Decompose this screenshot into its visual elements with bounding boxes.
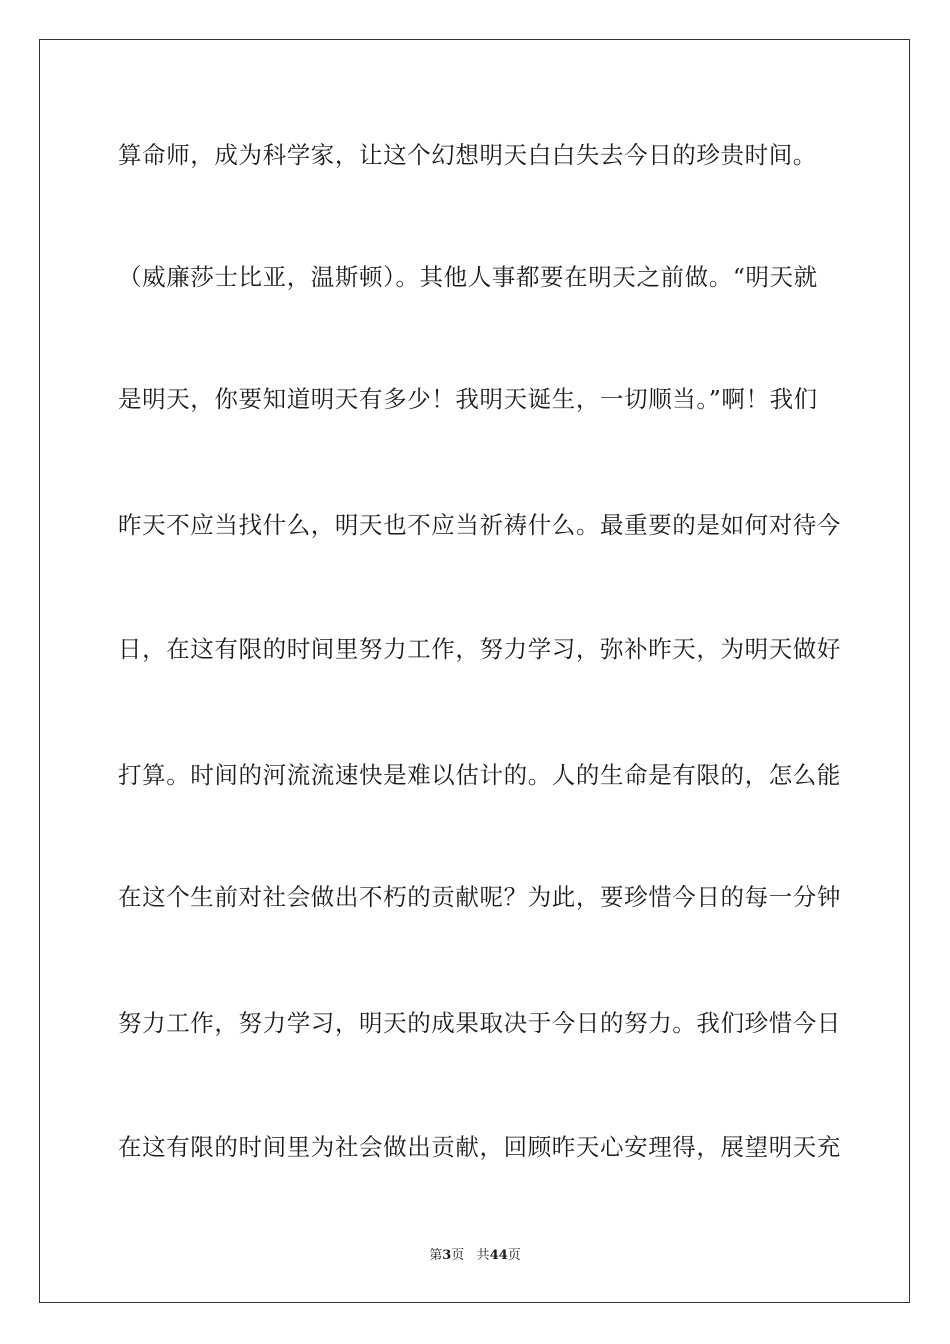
body-text-line: 努力工作，努力学习，明天的成果取决于今日的努力。我们珍惜今日 (118, 1009, 841, 1037)
body-text-line: 算命师，成为科学家，让这个幻想明天白白失去今日的珍贵时间。 (118, 141, 817, 169)
total-pages: 44 (489, 1248, 508, 1263)
body-text-line: 昨天不应当找什么，明天也不应当祈祷什么。最重要的是如何对待今 (118, 511, 841, 539)
page-footer (0, 1247, 950, 1265)
body-text-line: 在这有限的时间里为社会做出贡献，回顾昨天心安理得，展望明天充 (118, 1133, 841, 1161)
page-suffix: 页 (451, 1248, 465, 1263)
total-prefix: 共 (476, 1248, 490, 1263)
body-text-line: 是明天，你要知道明天有多少！我明天诞生，一切顺当。”啊！我们 (118, 385, 818, 413)
total-suffix: 页 (507, 1248, 521, 1263)
body-text-line: 打算。时间的河流流速快是难以估计的。人的生命是有限的，怎么能 (118, 761, 841, 789)
page-prefix: 第 (429, 1248, 443, 1263)
body-text-line: 在这个生前对社会做出不朽的贡献呢？为此，要珍惜今日的每一分钟 (118, 883, 841, 911)
page-number: 3 (442, 1248, 452, 1263)
body-text-line: （威廉莎士比亚，温斯顿）。其他人事都要在明天之前做。“明天就 (118, 263, 818, 291)
body-text-line: 日，在这有限的时间里努力工作，努力学习，弥补昨天，为明天做好 (118, 635, 841, 663)
page-border (39, 39, 910, 1303)
